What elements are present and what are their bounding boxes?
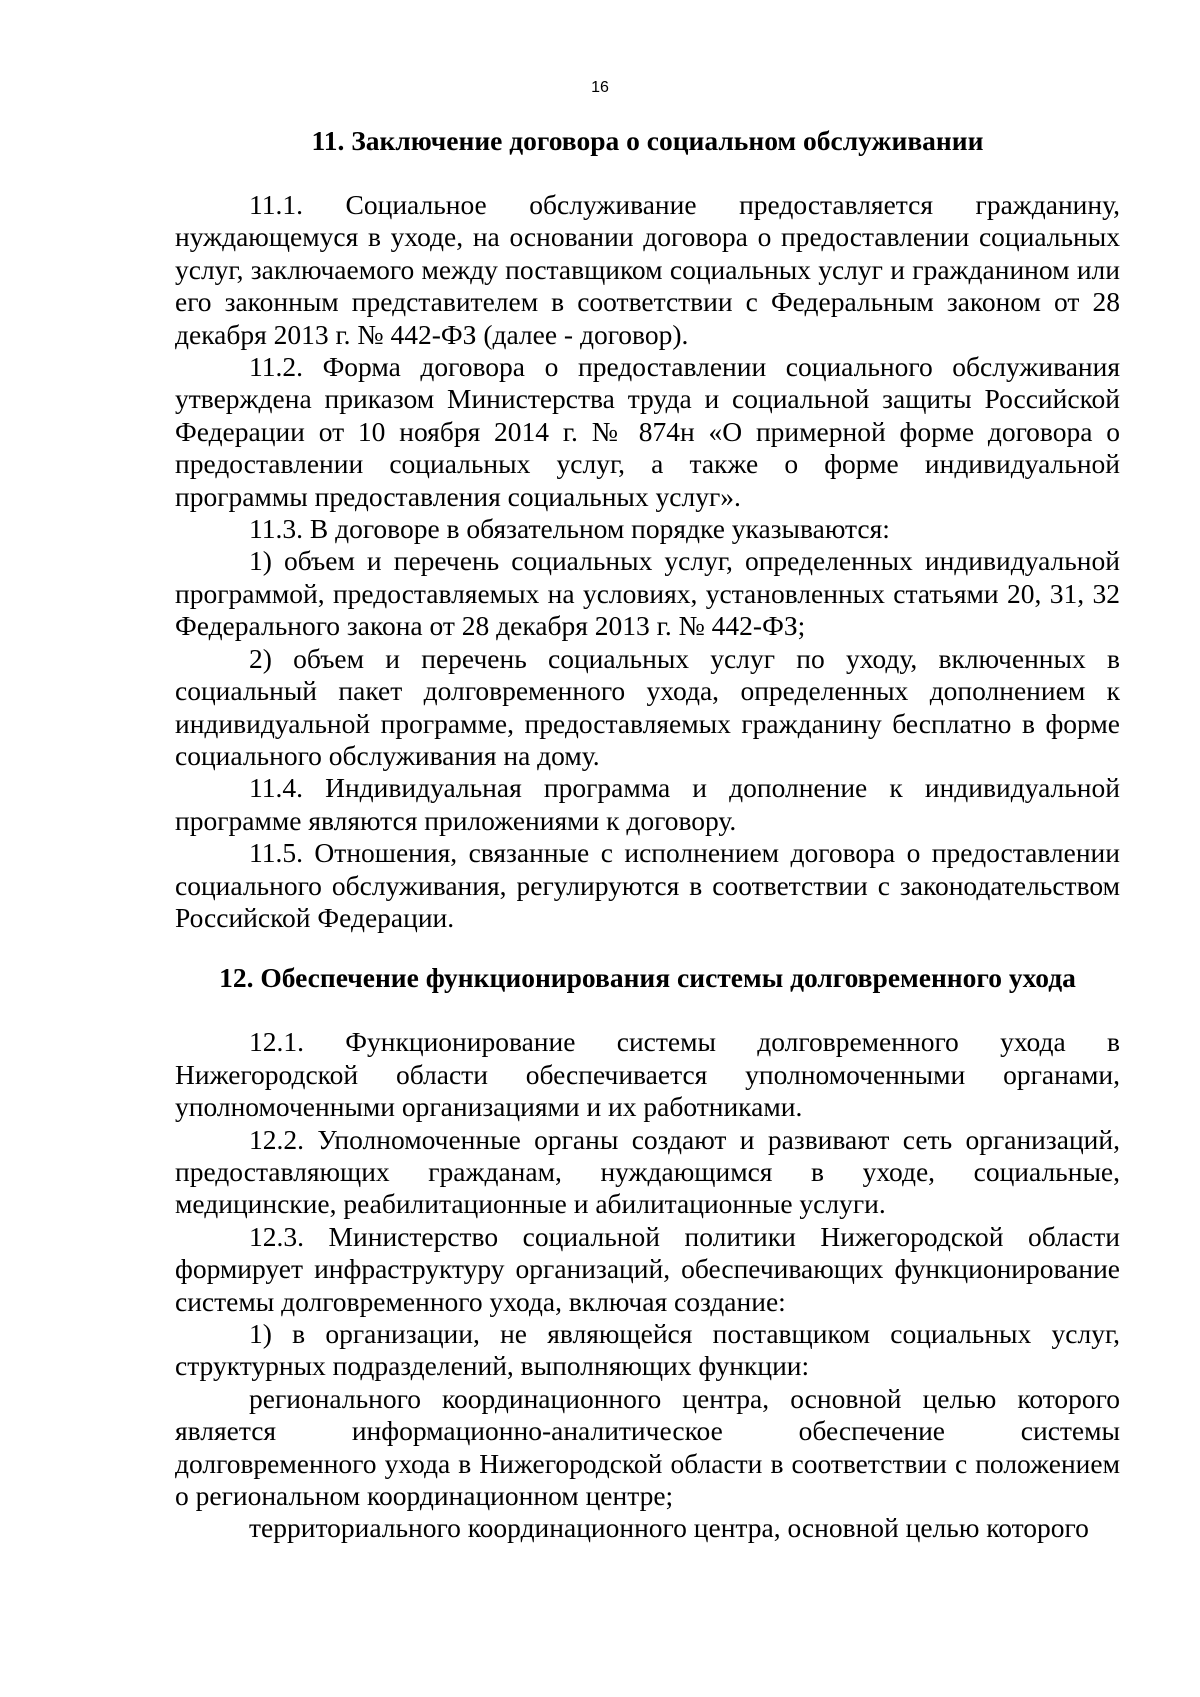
paragraph-11-5: 11.5. Отношения, связанные с исполнением договора о предоставлении социального обслуживания, регулируются в соответствии с законодательством Российской Федерации. <box>175 837 1120 933</box>
paragraph-regional-center: регионального координационного центра, основной целью которого является информационно-аналитическое обеспечение системы долговременного ухода в Нижегородской области в соответствии с положением о региональном координационном центре; <box>175 1382 1120 1512</box>
page-number: 16 <box>591 79 609 96</box>
paragraph-11-3: 11.3. В договоре в обязательном порядке указываются: <box>249 513 890 545</box>
section-12-heading: 12. Обеспечение функционирования системы долговременного ухода <box>219 962 1076 994</box>
paragraph-12-2: 12.2. Уполномоченные органы создают и развивают сеть организаций, предоставляющих гражданам, нуждающимся в уходе, социальные, медицинские, реабилитационные и абилитационные услуги. <box>175 1123 1120 1220</box>
paragraph-11-2: 11.2. Форма договора о предоставлении социального обслуживания утверждена приказом Министерства труда и социальной защиты Российской Федерации от 10 ноября 2014 г. № 874н «О примерной форме договора о предоставлении социальных услуг, а также о форме индивидуальной программы предоставления социальных услуг». <box>175 351 1120 512</box>
paragraph-11-1: 11.1. Социальное обслуживание предоставляется гражданину, нуждающемуся в уходе, на основании договора о предоставлении социальных услуг, заключаемого между поставщиком социальных услуг и гражданином или его законным представителем в соответствии с Федеральным законом от 28 декабря 2013 г. № 442-ФЗ (далее - договор). <box>175 189 1120 350</box>
paragraph-12-3-item-1: 1) в организации, не являющейся поставщиком социальных услуг, структурных подразделений, выполняющих функции: <box>175 1318 1120 1382</box>
paragraph-territorial-center: территориального координационного центра, основной целью которого <box>249 1512 1089 1544</box>
section-11-heading: 11. Заключение договора о социальном обслуживании <box>311 125 984 156</box>
section-12-body <box>175 1026 1120 1545</box>
paragraph-12-1: 12.1. Функционирование системы долговременного ухода в Нижегородской области обеспечивается уполномоченными органами, уполномоченными организациями и их работниками. <box>175 1026 1120 1123</box>
paragraph-11-4: 11.4. Индивидуальная программа и дополнение к индивидуальной программе являются приложениями к договору. <box>175 772 1120 836</box>
paragraph-12-3: 12.3. Министерство социальной политики Нижегородской области формирует инфраструктуру организаций, обеспечивающих функционирование системы долговременного ухода, включая создание: <box>175 1220 1120 1317</box>
paragraph-11-3-item-2: 2) объем и перечень социальных услуг по уходу, включенных в социальный пакет долговременного ухода, определенных дополнением к индивидуальной программе, предоставляемых гражданину бесплатно в форме социального обслуживания на дому. <box>175 642 1120 771</box>
page-content <box>175 125 1120 1545</box>
paragraph-11-3-item-1: 1) объем и перечень социальных услуг, определенных индивидуальной программой, предоставляемых на условиях, установленных статьями 20, 31, 32 Федерального закона от 28 декабря 2013 г. № 442-ФЗ; <box>175 545 1120 642</box>
section-11-body <box>175 189 1120 934</box>
